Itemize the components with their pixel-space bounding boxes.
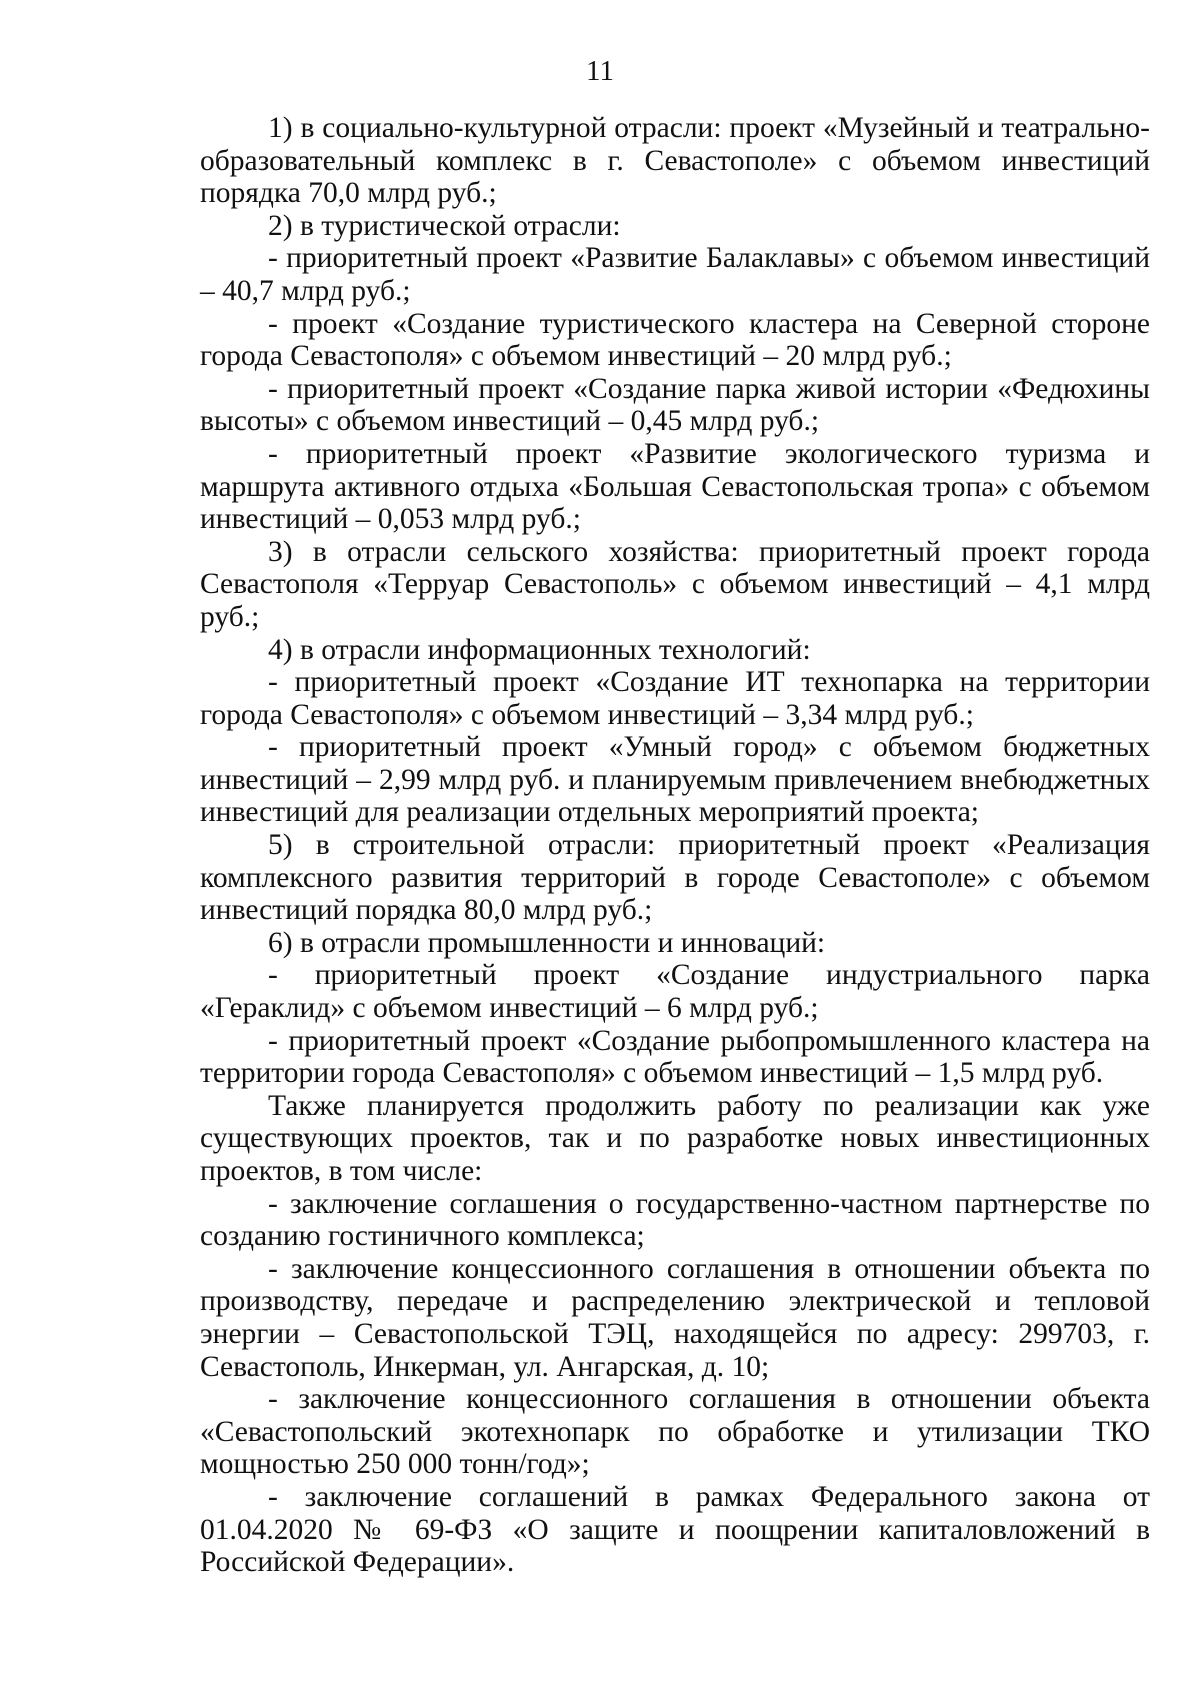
page-number: 11 xyxy=(586,55,614,87)
paragraph-15: Также планируется продолжить работу по реализации как уже существующих проектов, так и по разработке новых инвестиционных проектов, в том числе: xyxy=(200,1089,1150,1187)
paragraph-1: 1) в социально-культурной отрасли: проект «Музейный и театрально-образовательный комплекс в г. Севастополе» с объемом инвестиций порядка 70,0 млрд руб.; xyxy=(200,112,1150,210)
paragraph-12: 6) в отрасли промышленности и инноваций: xyxy=(268,926,826,959)
paragraph-17: - заключение концессионного соглашения в отношении объекта по производству, передаче и распределению электрической и тепловой энергии – Севастопольской ТЭЦ, находящейся по адресу: 299703, г. Севастополь, Инкерман, ул. Ангарская, д. 10; xyxy=(200,1252,1150,1383)
paragraph-10: - приоритетный проект «Умный город» с объемом бюджетных инвестиций – 2,99 млрд руб. и планируемым привлечением внебюджетных инвестиций для реализации отдельных мероприятий проекта; xyxy=(200,731,1150,829)
paragraph-18: - заключение концессионного соглашения в отношении объекта «Севастопольский экотехнопарк по обработке и утилизации ТКО мощностью 250 000 тонн/год»; xyxy=(200,1383,1150,1481)
paragraph-13: - приоритетный проект «Создание индустриального парка «Гераклид» с объемом инвестиций – 6 млрд руб.; xyxy=(200,959,1150,1025)
document-body xyxy=(200,112,1150,1579)
paragraph-14: - приоритетный проект «Создание рыбопромышленного кластера на территории города Севастополя» с объемом инвестиций – 1,5 млрд руб. xyxy=(200,1024,1150,1090)
paragraph-7: 3) в отрасли сельского хозяйства: приоритетный проект города Севастополя «Терруар Севастополь» с объемом инвестиций – 4,1 млрд руб.; xyxy=(200,535,1150,633)
paragraph-6: - приоритетный проект «Развитие экологического туризма и маршрута активного отдыха «Большая Севастопольская тропа» с объемом инвестиций – 0,053 млрд руб.; xyxy=(200,437,1150,536)
paragraph-3: - приоритетный проект «Развитие Балаклавы» с объемом инвестиций – 40,7 млрд руб.; xyxy=(200,242,1150,307)
paragraph-5: - приоритетный проект «Создание парка живой истории «Федюхины высоты» с объемом инвестиций – 0,45 млрд руб.; xyxy=(200,372,1150,438)
paragraph-2: 2) в туристической отрасли: xyxy=(268,209,621,242)
paragraph-8: 4) в отрасли информационных технологий: xyxy=(268,633,811,666)
paragraph-11: 5) в строительной отрасли: приоритетный проект «Реализация комплексного развития территорий в городе Севастополе» с объемом инвестиций порядка 80,0 млрд руб.; xyxy=(200,829,1150,927)
paragraph-4: - проект «Создание туристического кластера на Северной стороне города Севастополя» с объемом инвестиций – 20 млрд руб.; xyxy=(200,307,1150,373)
paragraph-19: - заключение соглашений в рамках Федерального закона от 01.04.2020 № 69-ФЗ «О защите и поощрении капиталовложений в Российской Федерации». xyxy=(200,1480,1150,1579)
paragraph-9: - приоритетный проект «Создание ИТ технопарка на территории города Севастополя» с объемом инвестиций – 3,34 млрд руб.; xyxy=(200,666,1150,731)
paragraph-16: - заключение соглашения о государственно-частном партнерстве по созданию гостиничного комплекса; xyxy=(200,1187,1150,1253)
